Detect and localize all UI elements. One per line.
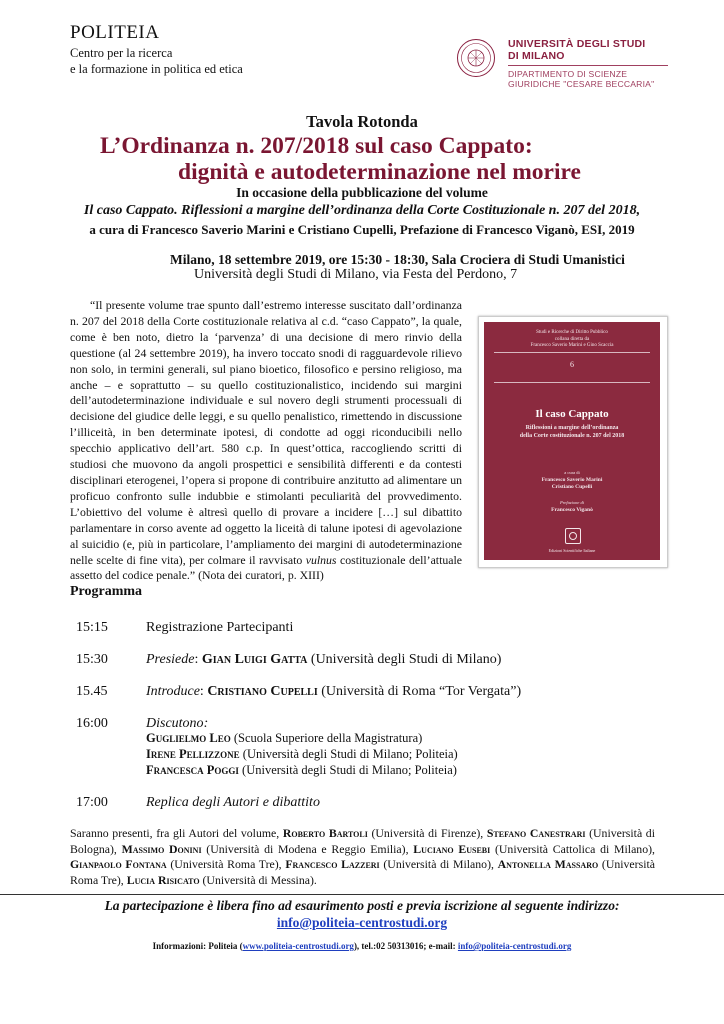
info-email-link[interactable]: info@politeia-centrostudi.org bbox=[457, 941, 572, 951]
registration-email-link[interactable]: info@politeia-centrostudi.org bbox=[276, 915, 448, 930]
department-name-1: DIPARTIMENTO DI SCIENZE bbox=[508, 69, 628, 79]
cover-subtitle: Riflessioni a margine dell’ordinanza della Corte costituzionale n. 207 del 2018 bbox=[519, 425, 625, 439]
discussant: Guglielmo Leo (Scuola Superiore della Magistratura) bbox=[146, 731, 423, 745]
program-item: Introduce: Cristiano Cupelli (Università di Roma “Tor Vergata”) bbox=[146, 684, 522, 699]
cover-rule bbox=[494, 382, 650, 383]
university-divider bbox=[508, 65, 668, 66]
university-name-2: DI MILANO bbox=[508, 50, 565, 62]
footer-divider bbox=[0, 894, 724, 895]
program-item: Discutono: bbox=[146, 716, 209, 731]
cover-volume-number: 6 bbox=[570, 360, 574, 369]
book-cover bbox=[484, 322, 660, 560]
authors-present: Saranno presenti, fra gli Autori del volume, Roberto Bartoli (Università di Firenze), Stefano Canestrari (Università di Bologna), Massimo Donini (Università di Modena e Reggio Emilia), Luciano Eusebi (Università Cattolica di Milano), Gianpaolo Fontana (Università Roma Tre), Francesco Lazzeri (Università di Milano), Antonella Massaro (Università Roma Tre), Lucia Risicato (Università di Messina). bbox=[70, 826, 655, 887]
event-venue: Università degli Studi di Milano, via Festa del Perdono, 7 bbox=[194, 267, 518, 282]
program-time: 15:30 bbox=[76, 652, 108, 667]
event-kind: Tavola Rotonda bbox=[306, 112, 418, 131]
discussant: Francesca Poggi (Università degli Studi di Milano; Politeia) bbox=[146, 763, 457, 777]
website-link[interactable]: www.politeia-centrostudi.org bbox=[242, 941, 354, 951]
program-time: 17:00 bbox=[76, 795, 108, 810]
publisher-emblem-icon bbox=[565, 528, 581, 544]
occasion-line: In occasione della pubblicazione del volume bbox=[236, 185, 488, 200]
cover-series: Studi e Ricerche di Diritto Pubblico collana diretta da Francesco Saverio Marini e Gino Scaccia bbox=[530, 330, 614, 348]
cover-a-cura: a cura di bbox=[564, 470, 580, 475]
program-item: Replica degli Autori e dibattito bbox=[146, 795, 320, 810]
cover-title: Il caso Cappato bbox=[535, 408, 609, 420]
event-title-line-1: L’Ordinanza n. 207/2018 sul caso Cappato: bbox=[100, 133, 533, 159]
program-item: Registrazione Partecipanti bbox=[146, 620, 294, 635]
politeia-tagline-1: Centro per la ricerca bbox=[70, 46, 173, 60]
info-line: Informazioni: Politeia (www.politeia-centrostudi.org), tel.:02 50313016; e-mail: info@politeia-centrostudi.org bbox=[152, 941, 572, 951]
cover-rule bbox=[494, 352, 650, 353]
event-date-place: Milano, 18 settembre 2019, ore 15:30 - 18:30, Sala Crociera di Studi Umanistici bbox=[170, 252, 625, 267]
program-time: 15:15 bbox=[76, 620, 108, 635]
cover-publisher: Edizioni Scientifiche Italiane bbox=[548, 548, 596, 553]
cover-editors: Francesco Saverio Marini Cristiano Cupelli bbox=[541, 477, 603, 490]
university-name-1: UNIVERSITÀ DEGLI STUDI bbox=[508, 38, 646, 50]
cover-preface-label: Prefazione di bbox=[560, 500, 584, 505]
book-editors: a cura di Francesco Saverio Marini e Cristiano Cupelli, Prefazione di Francesco Viganò, ESI, 2019 bbox=[89, 222, 635, 237]
discussant: Irene Pellizzone (Università degli Studi di Milano; Politeia) bbox=[146, 747, 458, 761]
program-time: 16:00 bbox=[76, 716, 108, 731]
registration-notice: La partecipazione è libera fino ad esaurimento posti e previa iscrizione al seguente indirizzo: bbox=[104, 898, 620, 913]
program-time: 15.45 bbox=[76, 684, 108, 699]
program-heading: Programma bbox=[70, 584, 143, 599]
program-item: Presiede: Gian Luigi Gatta (Università degli Studi di Milano) bbox=[146, 652, 502, 667]
cover-preface-name: Francesco Viganò bbox=[551, 507, 593, 513]
book-quote: “Il presente volume trae spunto dall’estremo interesse suscitato dall’ordinanza n. 207 del 2018 della Corte costituzionale relativa al c.d. “caso Cappato”, la quale, come è ben noto, dietro la ‘parvenza’ di una decisione di mero rinvio della questione (al 24 settembre 2019), ha invero toccato snodi di ragguardevole rilievo non solo, in termini generali, sul piano bioetico, filosofico e persino religioso, ma anche – e soprattutto – su quello costituzionalistico, incidendo sui margini dell’autodeterminazione individuale e sul novero degli strumenti processuali di decisione del giudice delle leggi, e su quello penalistico, rimettendo in discussione l’illiceità, in ben determinate ipotesi, di condotte ad oggi riconducibili nello specchio applicativo dell’art. 580 c.p. In quest’ottica, raccogliendo scritti di studiosi che muovono da angoli prospettici e sensibilità differenti e da contesti disciplinari eterogenei, l’opera si propone di contribuire anzitutto ad alimentare un proficuo confronto sulle indubbie e stimolanti peculiarità del provvedimento. L’obiettivo del volume è altresì quello di provare a incidere […] sul dibattito parlamentare in corso avente ad oggetto la liceità di talune ipotesi di agevolazione al suicidio (e, più in particolare, l’ampliamento dei margini di autodeterminazione nelle scelte di fine vita), per colmare il ravvisato vulnus costituzionale dell’attuale assetto del codice penale.” (Nota dei curatori, p. XIII) bbox=[70, 298, 463, 583]
book-title: Il caso Cappato. Riflessioni a margine dell’ordinanza della Corte Costituzionale n. 207 del 2018, bbox=[83, 203, 641, 218]
university-seal-icon bbox=[456, 38, 496, 78]
registration-email-row bbox=[0, 915, 724, 931]
politeia-tagline-2: e la formazione in politica ed etica bbox=[70, 62, 243, 76]
politeia-name: POLITEIA bbox=[70, 22, 160, 43]
event-title-line-2: dignità e autodeterminazione nel morire bbox=[178, 159, 581, 185]
department-name-2: GIURIDICHE "CESARE BECCARIA" bbox=[508, 79, 655, 89]
